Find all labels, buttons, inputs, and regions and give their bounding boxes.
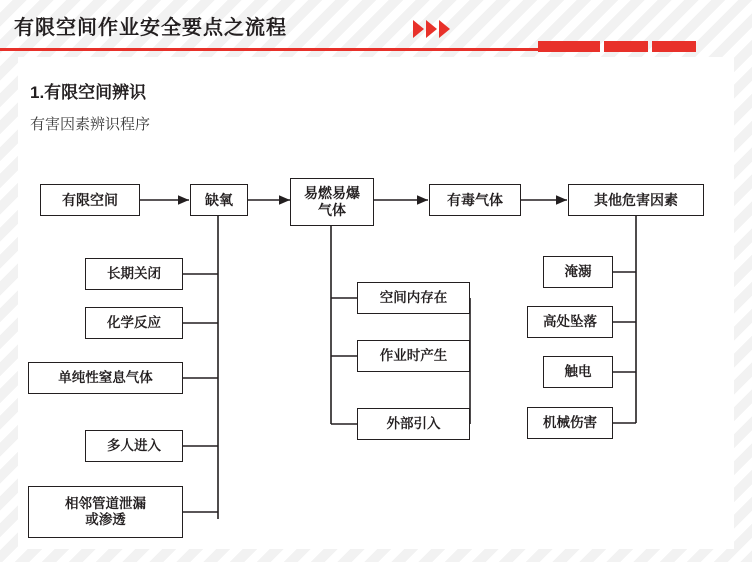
flow-node-易燃易爆气体[interactable]: 易燃易爆 气体 (290, 178, 374, 226)
flow-node-多人进入[interactable]: 多人进入 (85, 430, 183, 462)
flow-node-其他危害因素[interactable]: 其他危害因素 (568, 184, 704, 216)
flow-node-作业时产生[interactable]: 作业时产生 (357, 340, 470, 372)
flow-node-化学反应[interactable]: 化学反应 (85, 307, 183, 339)
section-subtitle: 有害因素辨识程序 (30, 116, 151, 133)
section-title: 1.有限空间辨识 (30, 83, 147, 102)
flow-node-机械伤害[interactable]: 机械伤害 (527, 407, 613, 439)
page-title: 有限空间作业安全要点之流程 (14, 17, 287, 39)
flow-node-有毒气体[interactable]: 有毒气体 (429, 184, 521, 216)
flow-node-外部引入[interactable]: 外部引入 (357, 408, 470, 440)
flow-node-空间内存在[interactable]: 空间内存在 (357, 282, 470, 314)
flow-node-有限空间[interactable]: 有限空间 (40, 184, 140, 216)
flow-node-相邻管道泄漏或渗透[interactable]: 相邻管道泄漏 或渗透 (28, 486, 183, 538)
flow-node-长期关闭[interactable]: 长期关闭 (85, 258, 183, 290)
flow-node-单纯性窒息气体[interactable]: 单纯性窒息气体 (28, 362, 183, 394)
flow-node-高处坠落[interactable]: 高处坠落 (527, 306, 613, 338)
flow-node-淹溺[interactable]: 淹溺 (543, 256, 613, 288)
flow-node-缺氧[interactable]: 缺氧 (190, 184, 248, 216)
flow-node-触电[interactable]: 触电 (543, 356, 613, 388)
